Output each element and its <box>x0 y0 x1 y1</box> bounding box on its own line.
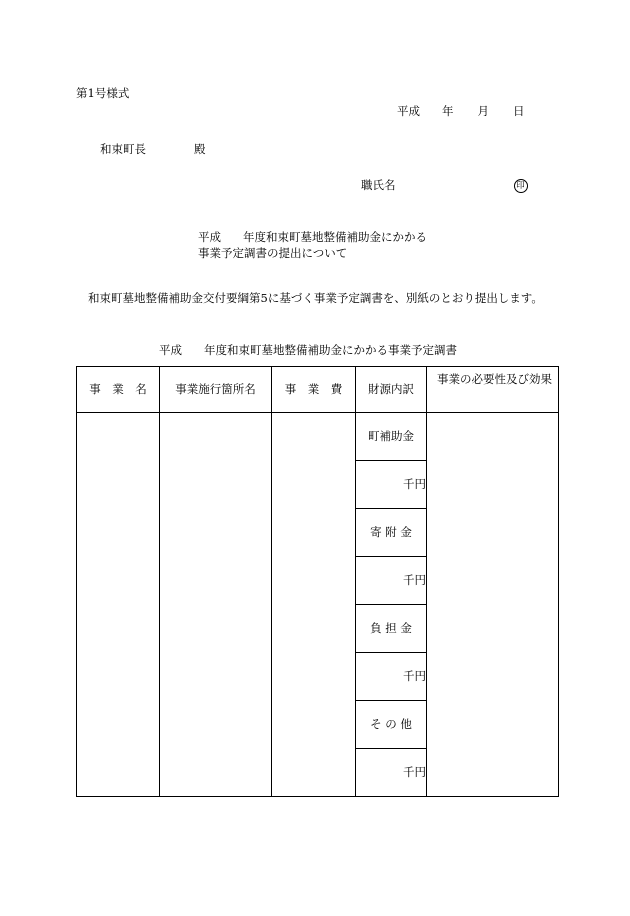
applicant-line <box>361 178 528 193</box>
table-header-row <box>77 367 559 413</box>
funding-unit-donation[interactable]: 千円 <box>356 557 427 605</box>
subject-era: 平成 <box>198 230 221 244</box>
addressee-honorific: 殿 <box>194 142 206 156</box>
table-caption <box>159 343 457 358</box>
header-project-name: 事 業 名 <box>77 367 160 413</box>
date-era: 平成 <box>397 104 420 118</box>
subject-title: 年度和束町墓地整備補助金にかかる <box>243 230 427 244</box>
cell-cost[interactable] <box>272 413 356 797</box>
schedule-table <box>76 366 559 797</box>
date-day: 日 <box>513 104 525 118</box>
funding-label-burden: 負 担 金 <box>356 605 427 653</box>
form-number: 第1号様式 <box>76 86 130 100</box>
funding-unit-other[interactable]: 千円 <box>356 749 427 797</box>
table-row <box>77 413 559 461</box>
cell-project-name[interactable] <box>77 413 160 797</box>
seal-mark: 印 <box>514 179 528 193</box>
date-month: 月 <box>477 104 489 118</box>
header-location: 事業施行箇所名 <box>160 367 272 413</box>
body-text: 和束町墓地整備補助金交付要綱第5に基づく事業予定調書を、別紙のとおり提出します。 <box>88 291 543 305</box>
funding-label-donation: 寄 附 金 <box>356 509 427 557</box>
subject-line-2: 事業予定調書の提出について <box>198 246 348 260</box>
applicant-label: 職氏名 <box>361 178 396 192</box>
funding-unit-burden[interactable]: 千円 <box>356 653 427 701</box>
addressee <box>100 142 206 157</box>
funding-unit-subsidy[interactable]: 千円 <box>356 461 427 509</box>
addressee-mayor: 和束町長 <box>100 142 146 156</box>
date-year: 年 <box>442 104 454 118</box>
subject-line-1 <box>198 230 427 245</box>
funding-label-other: そ の 他 <box>356 701 427 749</box>
header-funding: 財源内訳 <box>356 367 427 413</box>
header-cost: 事 業 費 <box>272 367 356 413</box>
header-necessity: 事業の必要性及び効果 <box>427 367 559 413</box>
cell-location[interactable] <box>160 413 272 797</box>
funding-label-subsidy: 町補助金 <box>356 413 427 461</box>
caption-era: 平成 <box>159 343 182 357</box>
cell-necessity[interactable] <box>427 413 559 797</box>
date-line <box>397 104 525 119</box>
caption-title: 年度和束町墓地整備補助金にかかる事業予定調書 <box>204 343 457 357</box>
